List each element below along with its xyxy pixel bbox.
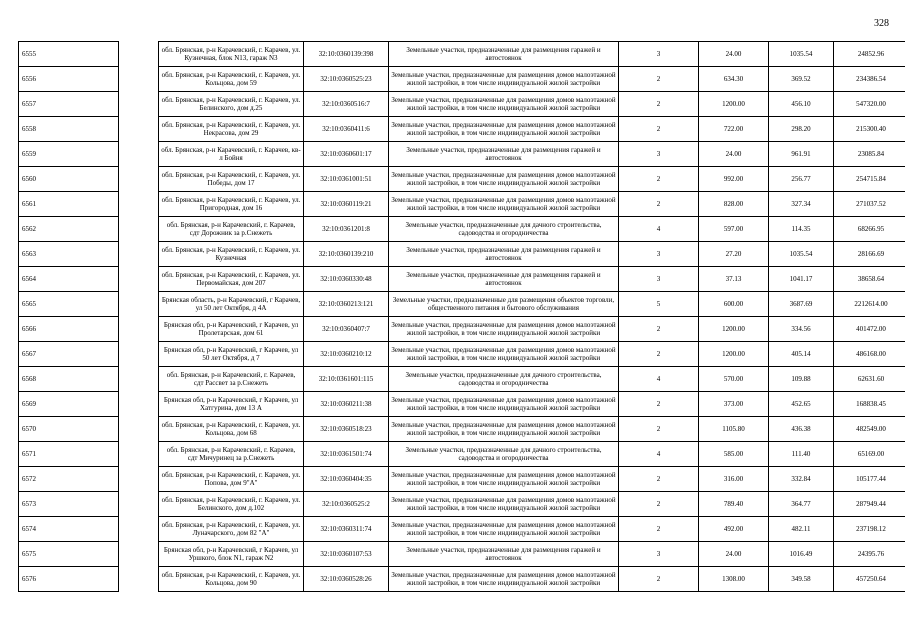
address-cell: обл. Брянская, р-н Карачевский, г. Карачев, ул. Кольцова, дом 59 [159,67,304,92]
cadastral-number-cell: 32:10:0360525:2 [304,492,389,517]
unit-value-cell: 109.88 [769,367,834,392]
area-cell: 585.00 [699,442,769,467]
group-cell: 2 [619,192,699,217]
area-cell: 722.00 [699,117,769,142]
land-use-cell: Земельные участки, предназначенные для дачного строительства, садоводства и огородничества [389,217,619,242]
cadastral-number-cell: 32:10:0360211:38 [304,392,389,417]
area-cell: 1105.80 [699,417,769,442]
gap-cell [119,417,159,442]
gap-cell [119,567,159,592]
row-number-cell: 6556 [19,67,119,92]
gap-cell [119,217,159,242]
table-row [19,367,905,392]
cadastral-value-cell: 287949.44 [834,492,905,517]
cadastral-value-cell: 482549.00 [834,417,905,442]
address-cell: обл. Брянская, р-н Карачевский, г. Карачев, ул. Победы, дом 17 [159,167,304,192]
address-cell: обл. Брянская, р-н Карачевский, г. Карачев, ул. Попова, дом 9"А" [159,467,304,492]
land-use-cell: Земельные участки, предназначенные для размещения домов малоэтажной жилой застройки, в том числе индивидуальной жилой застройки [389,417,619,442]
unit-value-cell: 298.20 [769,117,834,142]
unit-value-cell: 327.34 [769,192,834,217]
row-number-cell: 6570 [19,417,119,442]
gap-cell [119,242,159,267]
area-cell: 316.00 [699,467,769,492]
row-number-cell: 6574 [19,517,119,542]
group-cell: 2 [619,492,699,517]
cadastral-value-cell: 215300.40 [834,117,905,142]
cadastral-value-cell: 65169.00 [834,442,905,467]
gap-cell [119,142,159,167]
row-number-cell: 6573 [19,492,119,517]
address-cell: обл. Брянская, р-н Карачевский, г. Карачев, кв-л Бойня [159,142,304,167]
unit-value-cell: 961.91 [769,142,834,167]
address-cell: обл. Брянская, р-н Карачевский, г. Карачев, сдт Рассвет за р.Снежеть [159,367,304,392]
area-cell: 373.00 [699,392,769,417]
table-row [19,317,905,342]
page-number: 328 [874,18,889,29]
group-cell: 2 [619,392,699,417]
address-cell: обл. Брянская, р-н Карачевский, г. Карачев, ул. Пригородная, дом 16 [159,192,304,217]
row-number-cell: 6568 [19,367,119,392]
unit-value-cell: 332.84 [769,467,834,492]
unit-value-cell: 256.77 [769,167,834,192]
table-row [19,92,905,117]
land-use-cell: Земельные участки, предназначенные для дачного строительства, садоводства и огородничества [389,367,619,392]
address-cell: обл. Брянская, р-н Карачевский, г. Карачев, ул. Кузнечная [159,242,304,267]
row-number-cell: 6557 [19,92,119,117]
unit-value-cell: 1035.54 [769,242,834,267]
cadastral-number-cell: 32:10:0361001:51 [304,167,389,192]
gap-cell [119,42,159,67]
area-cell: 24.00 [699,42,769,67]
cadastral-number-cell: 32:10:0361601:115 [304,367,389,392]
land-use-cell: Земельные участки, предназначенные для дачного строительства, садоводства и огородничества [389,442,619,467]
group-cell: 2 [619,567,699,592]
table-row [19,42,905,67]
cadastral-value-cell: 486168.00 [834,342,905,367]
table-body [19,42,905,592]
cadastral-number-cell: 32:10:0360119:21 [304,192,389,217]
gap-cell [119,292,159,317]
land-use-cell: Земельные участки, предназначенные для размещения гаражей и автостоянок [389,142,619,167]
land-use-cell: Земельные участки, предназначенные для размещения домов малоэтажной жилой застройки, в том числе индивидуальной жилой застройки [389,117,619,142]
cadastral-number-cell: 32:10:0360518:23 [304,417,389,442]
land-use-cell: Земельные участки, предназначенные для размещения домов малоэтажной жилой застройки, в том числе индивидуальной жилой застройки [389,342,619,367]
cadastral-table-container [18,41,888,592]
table-row [19,417,905,442]
cadastral-number-cell: 32:10:0360213:121 [304,292,389,317]
area-cell: 789.40 [699,492,769,517]
group-cell: 2 [619,117,699,142]
cadastral-number-cell: 32:10:0360407:7 [304,317,389,342]
address-cell: обл. Брянская, р-н Карачевский, г. Карачев, сдт Дорожник за р.Снежеть [159,217,304,242]
unit-value-cell: 482.11 [769,517,834,542]
gap-cell [119,267,159,292]
gap-cell [119,542,159,567]
group-cell: 4 [619,217,699,242]
land-use-cell: Земельные участки, предназначенные для размещения домов малоэтажной жилой застройки, в том числе индивидуальной жилой застройки [389,392,619,417]
cadastral-value-cell: 38658.64 [834,267,905,292]
cadastral-value-cell: 168838.45 [834,392,905,417]
unit-value-cell: 1035.54 [769,42,834,67]
gap-cell [119,367,159,392]
land-use-cell: Земельные участки, предназначенные для размещения домов малоэтажной жилой застройки, в том числе индивидуальной жилой застройки [389,467,619,492]
address-cell: обл. Брянская, р-н Карачевский, г. Карачев, ул. Кольцова, дом 68 [159,417,304,442]
cadastral-value-cell: 234386.54 [834,67,905,92]
address-cell: обл. Брянская, р-н Карачевский, г. Карачев, ул. Белинского, дом д.102 [159,492,304,517]
table-row [19,67,905,92]
address-cell: обл. Брянская, р-н Карачевский, г. Карачев, ул. Кузнечная, блок N13, гараж N3 [159,42,304,67]
land-use-cell: Земельные участки, предназначенные для размещения домов малоэтажной жилой застройки, в том числе индивидуальной жилой застройки [389,317,619,342]
group-cell: 2 [619,517,699,542]
cadastral-number-cell: 32:10:0360525:23 [304,67,389,92]
unit-value-cell: 3687.69 [769,292,834,317]
gap-cell [119,167,159,192]
table-row [19,242,905,267]
group-cell: 4 [619,442,699,467]
land-use-cell: Земельные участки, предназначенные для размещения домов малоэтажной жилой застройки, в том числе индивидуальной жилой застройки [389,492,619,517]
gap-cell [119,492,159,517]
address-cell: обл. Брянская, р-н Карачевский, г. Карачев, ул. Кольцова, дом 90 [159,567,304,592]
table-row [19,342,905,367]
cadastral-value-cell: 68266.95 [834,217,905,242]
gap-cell [119,192,159,217]
address-cell: Брянская обл, р-н Карачевский, г Карачев, ул 50 лет Октября, д 7 [159,342,304,367]
unit-value-cell: 452.65 [769,392,834,417]
group-cell: 2 [619,467,699,492]
address-cell: Брянская обл, р-н Карачевский, г Карачев, ул Хатгурина, дом 13 А [159,392,304,417]
gap-cell [119,92,159,117]
row-number-cell: 6563 [19,242,119,267]
area-cell: 24.00 [699,142,769,167]
address-cell: обл. Брянская, р-н Карачевский, г. Карачев, ул. Некрасова, дом 29 [159,117,304,142]
cadastral-value-cell: 28166.69 [834,242,905,267]
area-cell: 27.20 [699,242,769,267]
unit-value-cell: 364.77 [769,492,834,517]
address-cell: Брянская обл, р-н Карачевский, г Карачев, ул Уршкого, блок N1, гараж N2 [159,542,304,567]
gap-cell [119,392,159,417]
area-cell: 24.00 [699,542,769,567]
unit-value-cell: 436.38 [769,417,834,442]
area-cell: 1308.00 [699,567,769,592]
land-use-cell: Земельные участки, предназначенные для размещения домов малоэтажной жилой застройки, в том числе индивидуальной жилой застройки [389,92,619,117]
address-cell: обл. Брянская, р-н Карачевский, г. Карачев, ул. Луначарского, дом 82 "А" [159,517,304,542]
area-cell: 37.13 [699,267,769,292]
row-number-cell: 6572 [19,467,119,492]
table-row [19,167,905,192]
table-row [19,117,905,142]
group-cell: 2 [619,342,699,367]
land-use-cell: Земельные участки, предназначенные для размещения гаражей и автостоянок [389,542,619,567]
unit-value-cell: 405.14 [769,342,834,367]
cadastral-number-cell: 32:10:0360139:398 [304,42,389,67]
address-cell: обл. Брянская, р-н Карачевский, г. Карачев, ул. Белинского, дом д.25 [159,92,304,117]
group-cell: 2 [619,417,699,442]
area-cell: 597.00 [699,217,769,242]
land-use-cell: Земельные участки, предназначенные для размещения гаражей и автостоянок [389,267,619,292]
group-cell: 2 [619,167,699,192]
table-row [19,192,905,217]
group-cell: 2 [619,67,699,92]
gap-cell [119,517,159,542]
group-cell: 3 [619,142,699,167]
row-number-cell: 6571 [19,442,119,467]
unit-value-cell: 369.52 [769,67,834,92]
address-cell: Брянская обл, р-н Карачевский, г Карачев, ул Пролетарская, дом 61 [159,317,304,342]
land-use-cell: Земельные участки, предназначенные для размещения гаражей и автостоянок [389,242,619,267]
area-cell: 600.00 [699,292,769,317]
cadastral-number-cell: 32:10:0360528:26 [304,567,389,592]
table-row [19,217,905,242]
gap-cell [119,117,159,142]
area-cell: 570.00 [699,367,769,392]
cadastral-value-cell: 24395.76 [834,542,905,567]
row-number-cell: 6566 [19,317,119,342]
group-cell: 3 [619,242,699,267]
area-cell: 828.00 [699,192,769,217]
row-number-cell: 6558 [19,117,119,142]
group-cell: 3 [619,267,699,292]
table-row [19,292,905,317]
cadastral-value-cell: 2212614.00 [834,292,905,317]
row-number-cell: 6567 [19,342,119,367]
cadastral-number-cell: 32:10:0360516:7 [304,92,389,117]
table-row [19,142,905,167]
row-number-cell: 6569 [19,392,119,417]
table-row [19,442,905,467]
cadastral-value-cell: 62631.60 [834,367,905,392]
row-number-cell: 6555 [19,42,119,67]
area-cell: 1200.00 [699,317,769,342]
cadastral-value-cell: 401472.00 [834,317,905,342]
cadastral-value-cell: 24852.96 [834,42,905,67]
table-row [19,467,905,492]
cadastral-value-cell: 271037.52 [834,192,905,217]
land-use-cell: Земельные участки, предназначенные для размещения домов малоэтажной жилой застройки, в том числе индивидуальной жилой застройки [389,192,619,217]
area-cell: 492.00 [699,517,769,542]
address-cell: обл. Брянская, р-н Карачевский, г. Карачев, сдт Мичуринец за р.Снежеть [159,442,304,467]
cadastral-number-cell: 32:10:0360311:74 [304,517,389,542]
unit-value-cell: 456.10 [769,92,834,117]
cadastral-number-cell: 32:10:0360411:6 [304,117,389,142]
group-cell: 2 [619,92,699,117]
table-row [19,542,905,567]
row-number-cell: 6559 [19,142,119,167]
land-use-cell: Земельные участки, предназначенные для размещения домов малоэтажной жилой застройки, в том числе индивидуальной жилой застройки [389,167,619,192]
row-number-cell: 6575 [19,542,119,567]
group-cell: 4 [619,367,699,392]
unit-value-cell: 1041.17 [769,267,834,292]
group-cell: 2 [619,317,699,342]
unit-value-cell: 111.40 [769,442,834,467]
area-cell: 1200.00 [699,92,769,117]
land-use-cell: Земельные участки, предназначенные для размещения объектов торговли, общественного питания и бытового обслуживания [389,292,619,317]
unit-value-cell: 114.35 [769,217,834,242]
cadastral-number-cell: 32:10:0361201:8 [304,217,389,242]
table-row [19,267,905,292]
address-cell: обл. Брянская, р-н Карачевский, г. Карачев, ул. Первомайская, дом 207 [159,267,304,292]
group-cell: 5 [619,292,699,317]
land-use-cell: Земельные участки, предназначенные для размещения домов малоэтажной жилой застройки, в том числе индивидуальной жилой застройки [389,67,619,92]
land-use-cell: Земельные участки, предназначенные для размещения домов малоэтажной жилой застройки, в том числе индивидуальной жилой застройки [389,567,619,592]
cadastral-value-table [18,41,905,592]
row-number-cell: 6576 [19,567,119,592]
area-cell: 992.00 [699,167,769,192]
cadastral-number-cell: 32:10:0360404:35 [304,467,389,492]
cadastral-number-cell: 32:10:0360139:210 [304,242,389,267]
area-cell: 634.30 [699,67,769,92]
land-use-cell: Земельные участки, предназначенные для размещения гаражей и автостоянок [389,42,619,67]
cadastral-number-cell: 32:10:0361501:74 [304,442,389,467]
row-number-cell: 6564 [19,267,119,292]
group-cell: 3 [619,542,699,567]
gap-cell [119,442,159,467]
cadastral-value-cell: 105177.44 [834,467,905,492]
cadastral-number-cell: 32:10:0360601:17 [304,142,389,167]
cadastral-number-cell: 32:10:0360107:53 [304,542,389,567]
cadastral-number-cell: 32:10:0360210:12 [304,342,389,367]
row-number-cell: 6561 [19,192,119,217]
cadastral-value-cell: 23085.84 [834,142,905,167]
table-row [19,567,905,592]
unit-value-cell: 1016.49 [769,542,834,567]
cadastral-number-cell: 32:10:0360330:48 [304,267,389,292]
gap-cell [119,342,159,367]
table-row [19,492,905,517]
row-number-cell: 6560 [19,167,119,192]
row-number-cell: 6565 [19,292,119,317]
table-row [19,392,905,417]
gap-cell [119,67,159,92]
row-number-cell: 6562 [19,217,119,242]
cadastral-value-cell: 254715.84 [834,167,905,192]
area-cell: 1200.00 [699,342,769,367]
address-cell: Брянская область, р-н Карачевский, г Карачев, ул 50 лет Октября, д 4А [159,292,304,317]
cadastral-value-cell: 547320.00 [834,92,905,117]
cadastral-value-cell: 237198.12 [834,517,905,542]
cadastral-value-cell: 457250.64 [834,567,905,592]
gap-cell [119,317,159,342]
land-use-cell: Земельные участки, предназначенные для размещения домов малоэтажной жилой застройки, в том числе индивидуальной жилой застройки [389,517,619,542]
table-row [19,517,905,542]
unit-value-cell: 349.58 [769,567,834,592]
unit-value-cell: 334.56 [769,317,834,342]
gap-cell [119,467,159,492]
group-cell: 3 [619,42,699,67]
